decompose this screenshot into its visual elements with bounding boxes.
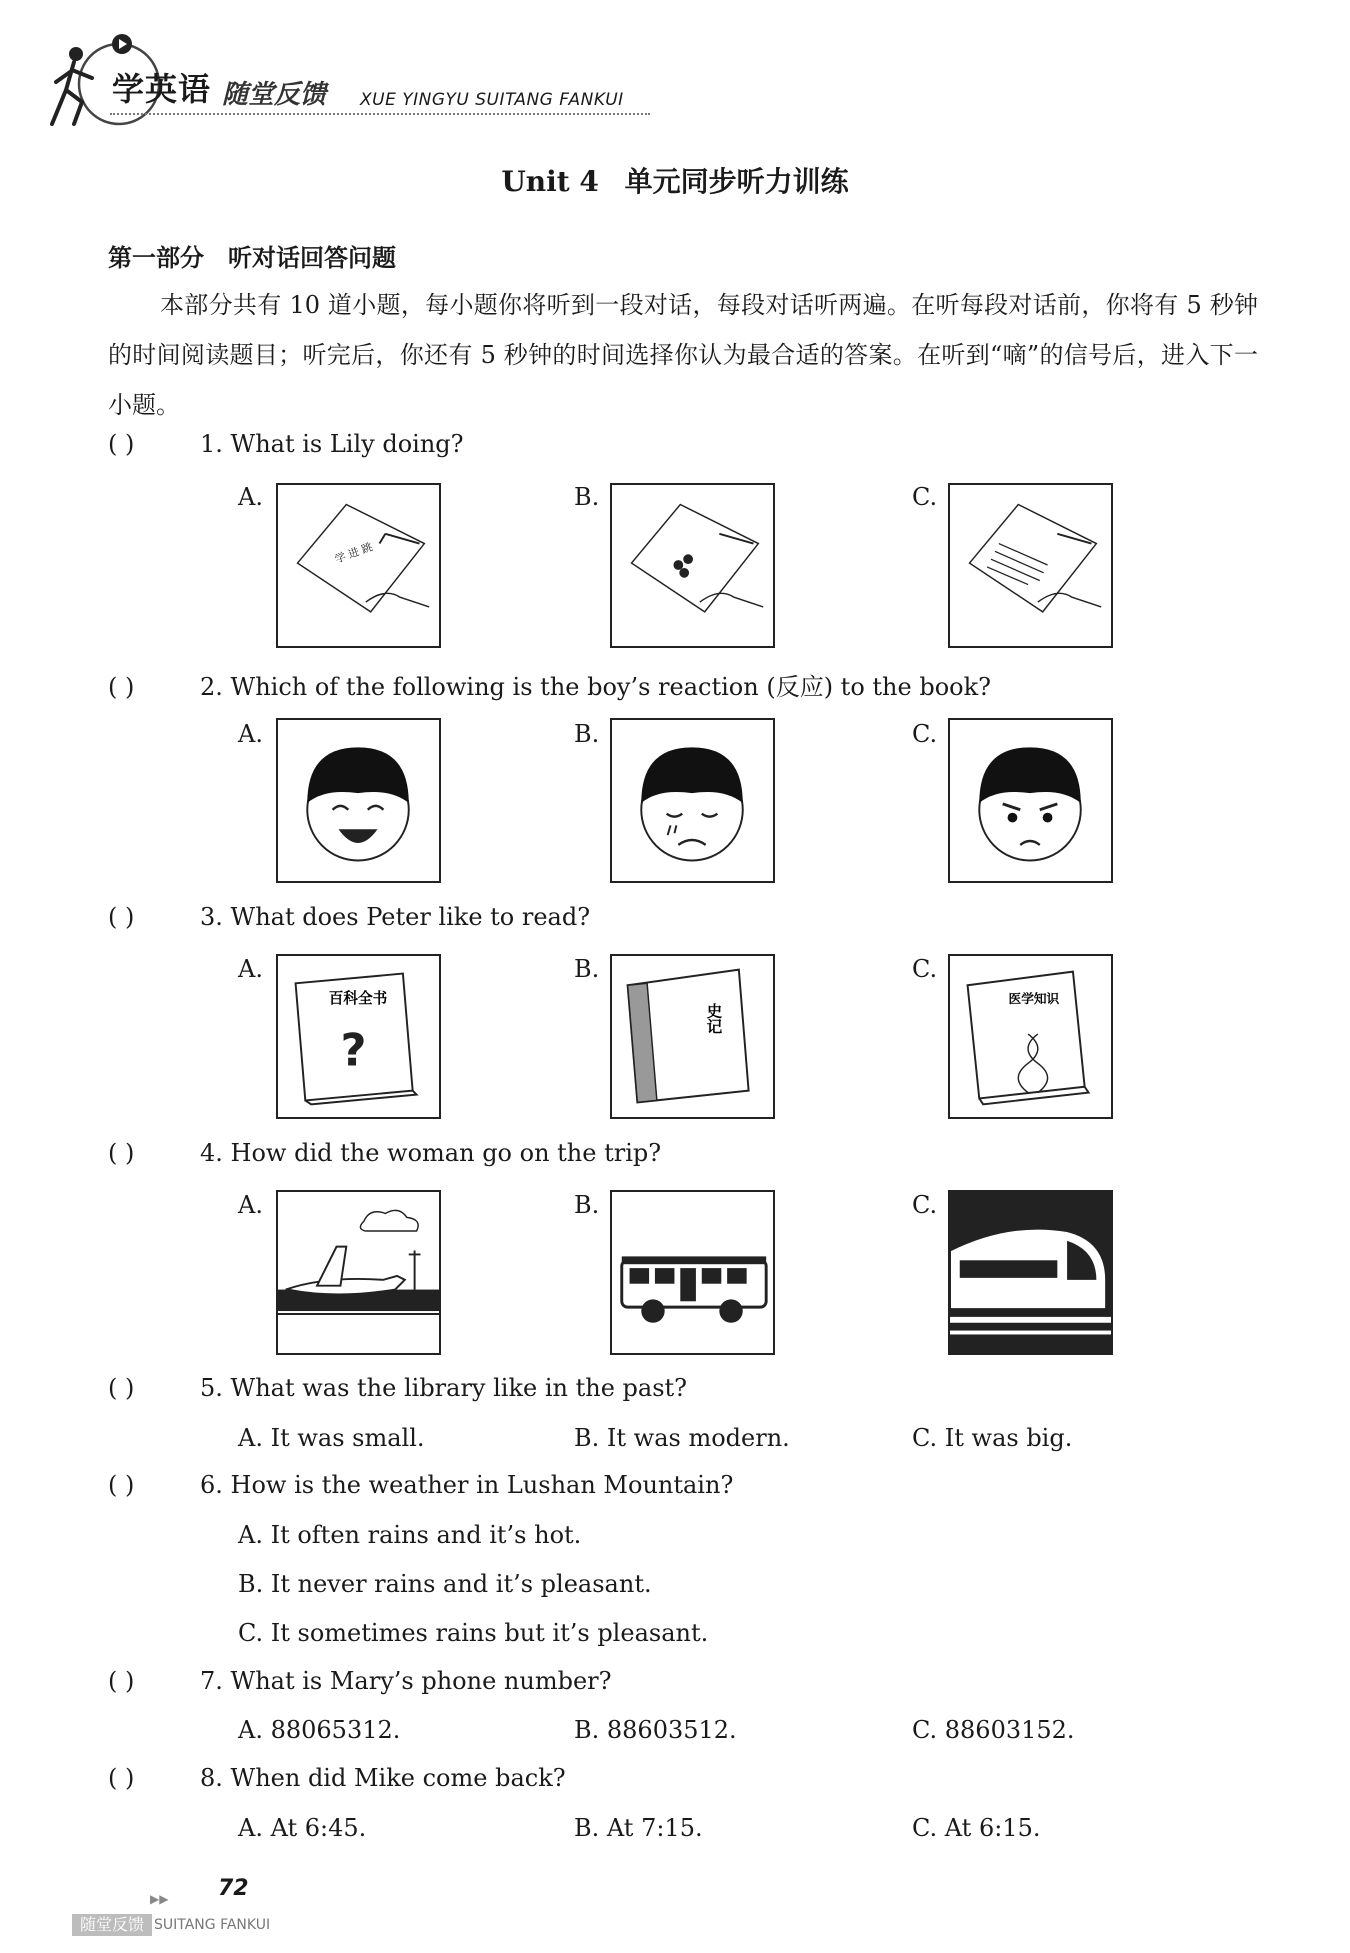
page-arrow-icon: ▶▶ (150, 1892, 169, 1906)
svg-text:学 进 跳: 学 进 跳 (333, 540, 375, 566)
question-text: 1. What is Lily doing? (200, 430, 464, 458)
unit-label: Unit 4 (501, 165, 599, 198)
question-6 (108, 1471, 733, 1499)
question-text: 2. Which of the following is the boy’s reaction (反应) to the book? (200, 673, 992, 701)
question-text: 5. What was the library like in the past? (200, 1374, 688, 1402)
option-a-label: A. (238, 483, 263, 511)
footer-label-en: SUITANG FANKUI (154, 1917, 271, 1933)
option-c-label: C. (912, 483, 938, 511)
footer-label: 随堂反馈 (72, 1914, 152, 1936)
question-5 (108, 1374, 687, 1402)
answer-blank[interactable]: ( ) (108, 1764, 135, 1792)
picture-airplane[interactable] (276, 1190, 441, 1355)
option-b-label: B. (574, 955, 600, 983)
picture-encyclopedia-book[interactable] (276, 954, 441, 1119)
answer-blank[interactable]: ( ) (108, 673, 135, 701)
picture-angry-face[interactable] (948, 718, 1113, 883)
option-c[interactable]: C. 88603152. (912, 1716, 1075, 1744)
option-a[interactable]: A. At 6:45. (238, 1814, 367, 1842)
picture-writing-english[interactable] (948, 483, 1113, 648)
instructions: 本部分共有 10 道小题，每小题你将听到一段对话，每段对话听两遍。在听每段对话前，你将有 5 秒钟的时间阅读题目；听完后，你还有 5 秒钟的时间选择你认为最合适的答案。在听到“嘀”的信号后，进入下一小题。 (108, 291, 1258, 419)
option-a-label: A. (238, 1191, 263, 1219)
option-a[interactable]: A. It often rains and it’s hot. (238, 1521, 582, 1549)
answer-blank[interactable]: ( ) (108, 1471, 135, 1499)
option-b[interactable]: B. At 7:15. (574, 1814, 703, 1842)
question-2 (108, 667, 991, 702)
picture-crying-face[interactable] (610, 718, 775, 883)
option-a[interactable]: A. It was small. (238, 1424, 425, 1452)
option-b-label: B. (574, 1191, 600, 1219)
answer-blank[interactable]: ( ) (108, 1139, 135, 1167)
option-c-label: C. (912, 955, 938, 983)
unit-name: 单元同步听力训练 (624, 165, 849, 198)
question-7 (108, 1667, 611, 1695)
question-text: 4. How did the woman go on the trip? (200, 1139, 662, 1167)
option-c[interactable]: C. It was big. (912, 1424, 1073, 1452)
picture-drawing-flower[interactable] (610, 483, 775, 648)
header-subtitle: 随堂反馈 (222, 80, 327, 110)
book-title: 百科全书 (328, 989, 388, 1007)
option-b[interactable]: B. It never rains and it’s pleasant. (238, 1570, 652, 1598)
header-subtitle-en: XUE YINGYU SUITANG FANKUI (360, 90, 624, 110)
section-part: 第一部分 (108, 244, 204, 272)
picture-medical-book[interactable] (948, 954, 1113, 1119)
header-title: 学英语 (112, 70, 212, 108)
option-a-label: A. (238, 720, 263, 748)
question-1 (108, 430, 464, 458)
question-text: 3. What does Peter like to read? (200, 903, 591, 931)
option-c-label: C. (912, 720, 938, 748)
page-title (0, 160, 1350, 200)
picture-happy-face[interactable] (276, 718, 441, 883)
answer-blank[interactable]: ( ) (108, 903, 135, 931)
header-divider (110, 113, 650, 115)
option-b-label: B. (574, 720, 600, 748)
svg-text:?: ? (340, 1023, 367, 1077)
question-4 (108, 1139, 661, 1167)
section-name: 听对话回答问题 (228, 244, 396, 272)
option-b-label: B. (574, 483, 600, 511)
option-b[interactable]: B. It was modern. (574, 1424, 790, 1452)
picture-train[interactable] (948, 1190, 1113, 1355)
option-c[interactable]: C. At 6:15. (912, 1814, 1041, 1842)
option-c[interactable]: C. It sometimes rains but it’s pleasant. (238, 1619, 709, 1647)
book-title: 医学知识 (1008, 990, 1060, 1006)
answer-blank[interactable]: ( ) (108, 1374, 135, 1402)
answer-blank[interactable]: ( ) (108, 430, 135, 458)
question-text: 8. When did Mike come back? (200, 1764, 566, 1792)
answer-blank[interactable]: ( ) (108, 1667, 135, 1695)
picture-bus[interactable] (610, 1190, 775, 1355)
question-8 (108, 1764, 566, 1792)
book-title: 史记 (704, 1002, 723, 1035)
section-heading (108, 238, 396, 273)
page-number: 72 (218, 1876, 249, 1901)
picture-writing-chinese[interactable] (276, 483, 441, 648)
option-c-label: C. (912, 1191, 938, 1219)
question-text: 7. What is Mary’s phone number? (200, 1667, 612, 1695)
question-3 (108, 903, 590, 931)
option-a[interactable]: A. 88065312. (238, 1716, 401, 1744)
question-text: 6. How is the weather in Lushan Mountain? (200, 1471, 734, 1499)
option-a-label: A. (238, 955, 263, 983)
picture-history-book[interactable] (610, 954, 775, 1119)
option-b[interactable]: B. 88603512. (574, 1716, 737, 1744)
